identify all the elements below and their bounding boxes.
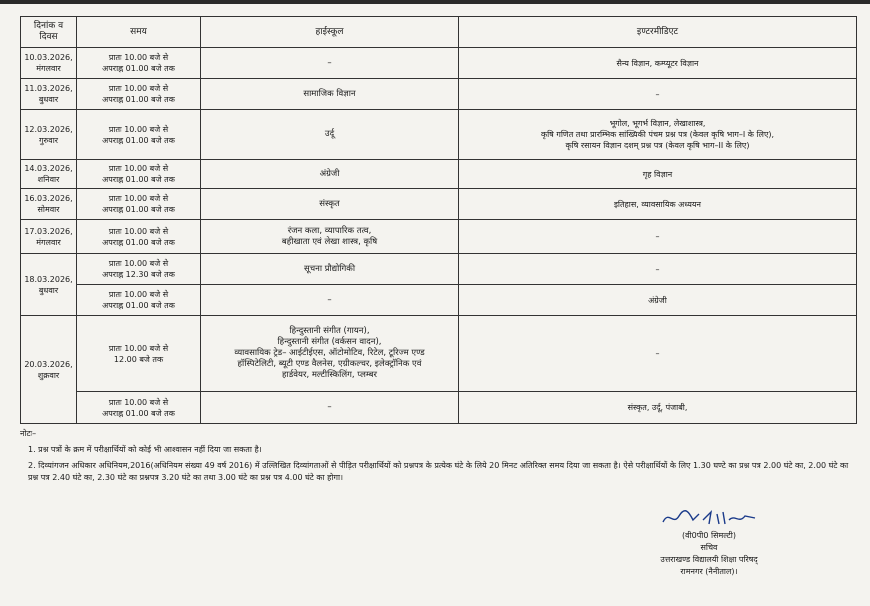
time-column-header: समय: [77, 17, 201, 48]
table-row: [21, 220, 857, 254]
highschool-subject-cell: –: [201, 392, 459, 424]
date-cell: 18.03.2026, बुधवार: [21, 254, 77, 316]
table-row: [21, 48, 857, 79]
table-row: [21, 189, 857, 220]
notes-label: नोटः–: [20, 429, 37, 438]
highschool-column-header: हाईस्कूल: [201, 17, 459, 48]
intermediate-subject-cell: भूगोल, भूगर्भ विज्ञान, लेखाशास्त्र, कृषि गणित तथा प्रारम्भिक सांख्यिकी पंचम प्रश्न पत्र (केवल कृषि भाग–I के लिए), कृषि रसायन विज्ञान दशम् प्रश्न पत्र (केवल कृषि भाग–II के लिए): [459, 110, 857, 160]
note-1: 1. प्रश्न पत्रों के क्रम में परीक्षार्थियों को कोई भी आश्वासन नहीं दिया जा सकता है।: [28, 445, 262, 454]
signatory-organization: उत्तराखण्ड विद्यालयी शिक्षा परिषद्: [660, 555, 758, 564]
signature-block: [644, 506, 774, 578]
intermediate-subject-cell: –: [459, 79, 857, 110]
intermediate-subject-cell: –: [459, 220, 857, 254]
intermediate-subject-cell: इतिहास, व्यावसायिक अध्ययन: [459, 189, 857, 220]
intermediate-subject-cell: –: [459, 254, 857, 285]
table-row: [21, 79, 857, 110]
date-cell: 11.03.2026, बुधवार: [21, 79, 77, 110]
note-2: 2. दिव्यांगजन अधिकार अधिनियम,2016(अधिनियम संख्या 49 वर्ष 2016) में उल्लिखित दिव्यांगताओं से पीड़ित परीक्षार्थियों को प्रश्नपत्र के प्रत्येक घंटे के लिये 20 मिनट अतिरिक्त समय दिया जा सकता है। ऐसे परीक्षार्थियों के लिए 1.30 घण्टे का प्रश्न पत्र 2.00 घंटे का, 2.00 घंटे का प्रश्न पत्र 2.40 घंटे का, 2.30 घंटे का प्रश्नपत्र 3.20 घंटे का तथा 3.00 घंटे का प्रश्न पत्र 4.00 घंटे का होगा।: [28, 461, 849, 482]
date-cell: 16.03.2026, सोमवार: [21, 189, 77, 220]
intermediate-subject-cell: –: [459, 316, 857, 392]
highschool-subject-cell: हिन्दुस्तानी संगीत (गायन), हिन्दुस्तानी संगीत (वर्कसन वादन), व्यावसायिक ट्रेड– आईटीईएस, ऑटोमोटिव, रिटेल, टूरिज्म एण्ड हॉस्पिटेलिटी, ब्यूटी एण्ड वैलनेस, एग्रीकल्चर, इलेक्ट्रॉनिक एवं हार्डवेयर, मल्टीस्किलिंग, प्लम्बर: [201, 316, 459, 392]
highschool-subject-cell: सामाजिक विज्ञान: [201, 79, 459, 110]
time-cell: प्रातः 10.00 बजे से अपराह्न 01.00 बजे तक: [77, 392, 201, 424]
time-cell: प्रातः 10.00 बजे से अपराह्न 01.00 बजे तक: [77, 48, 201, 79]
signatory-place: रामनगर (नैनीताल)।: [680, 567, 738, 576]
highschool-subject-cell: उर्दू: [201, 110, 459, 160]
exam-timetable: [20, 16, 857, 424]
date-cell: 17.03.2026, मंगलवार: [21, 220, 77, 254]
highschool-subject-cell: –: [201, 285, 459, 316]
table-row: [21, 254, 857, 285]
notes-section: [20, 428, 856, 484]
date-cell: 20.03.2026, शुक्रवार: [21, 316, 77, 424]
time-cell: प्रातः 10.00 बजे से अपराह्न 01.00 बजे तक: [77, 110, 201, 160]
intermediate-subject-cell: अंग्रेजी: [459, 285, 857, 316]
date-cell: 10.03.2026, मंगलवार: [21, 48, 77, 79]
time-cell: प्रातः 10.00 बजे से अपराह्न 01.00 बजे तक: [77, 285, 201, 316]
table-row: [21, 110, 857, 160]
highschool-subject-cell: संस्कृत: [201, 189, 459, 220]
intermediate-column-header: इण्टरमीडिएट: [459, 17, 857, 48]
time-cell: प्रातः 10.00 बजे से 12.00 बजे तक: [77, 316, 201, 392]
date-column-header: दिनांक व दिवस: [21, 17, 77, 48]
date-cell: 14.03.2026, शनिवार: [21, 160, 77, 189]
time-cell: प्रातः 10.00 बजे से अपराह्न 01.00 बजे तक: [77, 160, 201, 189]
time-cell: प्रातः 10.00 बजे से अपराह्न 01.00 बजे तक: [77, 79, 201, 110]
signatory-designation: सचिव: [700, 543, 718, 552]
time-cell: प्रातः 10.00 बजे से अपराह्न 01.00 बजे तक: [77, 220, 201, 254]
intermediate-subject-cell: संस्कृत, उर्दू, पंजाबी,: [459, 392, 857, 424]
date-cell: 12.03.2026, गुरुवार: [21, 110, 77, 160]
time-cell: प्रातः 10.00 बजे से अपराह्न 12.30 बजे तक: [77, 254, 201, 285]
highschool-subject-cell: –: [201, 48, 459, 79]
intermediate-subject-cell: सैन्य विज्ञान, कम्प्यूटर विज्ञान: [459, 48, 857, 79]
notice-sheet: [0, 4, 870, 606]
time-cell: प्रातः 10.00 बजे से अपराह्न 01.00 बजे तक: [77, 189, 201, 220]
intermediate-subject-cell: गृह विज्ञान: [459, 160, 857, 189]
highschool-subject-cell: रंजन कला, व्यापारिक तत्व, बहीखाता एवं लेखा शास्त्र, कृषि: [201, 220, 459, 254]
table-header: [21, 17, 857, 48]
table-row: [21, 392, 857, 424]
signatory-name: (वी0पी0 सिमल्टी): [682, 531, 736, 540]
highschool-subject-cell: सूचना प्रौद्योगिकी: [201, 254, 459, 285]
table-row: [21, 316, 857, 392]
highschool-subject-cell: अंग्रेजी: [201, 160, 459, 189]
table-row: [21, 285, 857, 316]
table-row: [21, 160, 857, 189]
handwritten-signature-icon: [659, 506, 759, 530]
